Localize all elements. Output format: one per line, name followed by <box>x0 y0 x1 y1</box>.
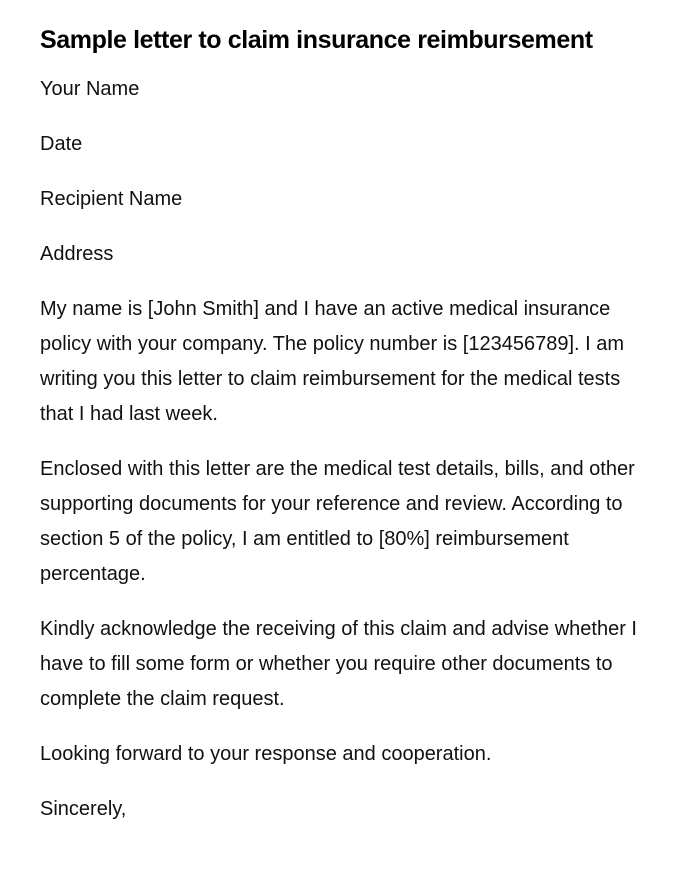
body-paragraph-request: Kindly acknowledge the receiving of this claim and advise whether I have to fill some form or whether you require other documents to complete the claim request. <box>40 618 637 710</box>
letter-date: Date <box>40 133 83 155</box>
body-paragraph-enclosures: Enclosed with this letter are the medical test details, bills, and other supporting documents for your reference and review. According to section 5 of the policy, I am entitled to [80%] reimbursement percentage. <box>40 458 635 585</box>
letter-closing: Sincerely, <box>40 798 127 820</box>
recipient-name: Recipient Name <box>40 188 183 210</box>
body-paragraph-intro: My name is [John Smith] and I have an active medical insurance policy with your company. The policy number is [123456789]. I am writing you this letter to claim reimbursement for the medical tests that I had last week. <box>40 298 625 425</box>
body-paragraph-closing-remark: Looking forward to your response and cooperation. <box>40 743 492 765</box>
letter-title: Sample letter to claim insurance reimbursement <box>40 26 593 54</box>
letter-document <box>40 22 650 847</box>
sender-name: Your Name <box>40 78 140 100</box>
recipient-address: Address <box>40 243 114 265</box>
